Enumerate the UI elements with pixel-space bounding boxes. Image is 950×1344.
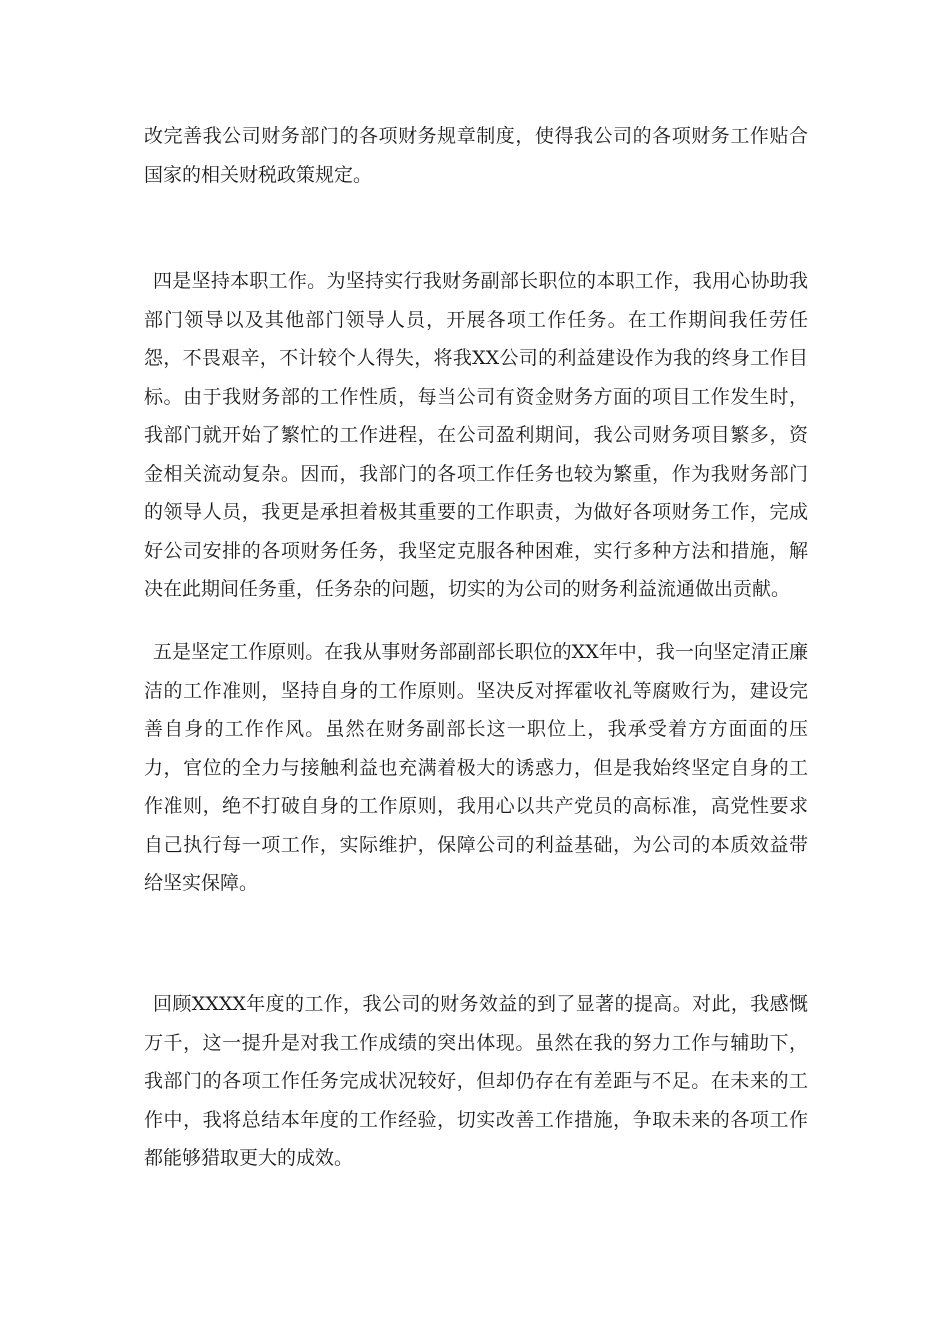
paragraph-continuation: 改完善我公司财务部门的各项财务规章制度，使得我公司的各项财务工作贴合国家的相关财税政策规定。: [144, 125, 808, 186]
paragraph-four: 四是坚持本职工作。为坚持实行我财务副部长职位的本职工作，我用心协助我部门领导以及其他部门领导人员，开展各项工作任务。在工作期间我任劳任怨，不畏艰辛，不计较个人得失，将我XX公司的利益建设作为我的终身工作目标。由于我财务部的工作性质，每当公司有资金财务方面的项目工作发生时，我部门就开始了繁忙的工作进程，在公司盈利期间，我公司财务项目繁多，资金相关流动复杂。因而，我部门的各项工作任务也较为繁重，作为我财务部门的领导人员，我更是承担着极其重要的工作职责，为做好各项财务工作，完成好公司安排的各项财务任务，我坚定克服各种困难，实行多种方法和措施，解决在此期间任务重，任务杂的问题，切实的为公司的财务利益流通做出贡献。: [144, 270, 808, 600]
paragraph-five: 五是坚定工作原则。在我从事财务部副部长职位的XX年中，我一向坚定清正廉洁的工作准则，坚持自身的工作原则。坚决反对挥霍收礼等腐败行为，建设完善自身的工作作风。虽然在财务副部长这一职位上，我承受着方方面面的压力，官位的全力与接触利益也充满着极大的诱惑力，但是我始终坚定自身的工作准则，绝不打破自身的工作原则，我用心以共产党员的高标准，高党性要求自己执行每一项工作，实际维护，保障公司的利益基础，为公司的本质效益带给坚实保障。: [144, 641, 808, 894]
paragraph-review: 回顾XXXX年度的工作，我公司的财务效益的到了显著的提高。对此，我感慨万千，这一提升是对我工作成绩的突出体现。虽然在我的努力工作与辅助下，我部门的各项工作任务完成状况较好，但却仍存在有差距与不足。在未来的工作中，我将总结本年度的工作经验，切实改善工作措施，争取未来的各项工作都能够猎取更大的成效。: [144, 993, 808, 1169]
